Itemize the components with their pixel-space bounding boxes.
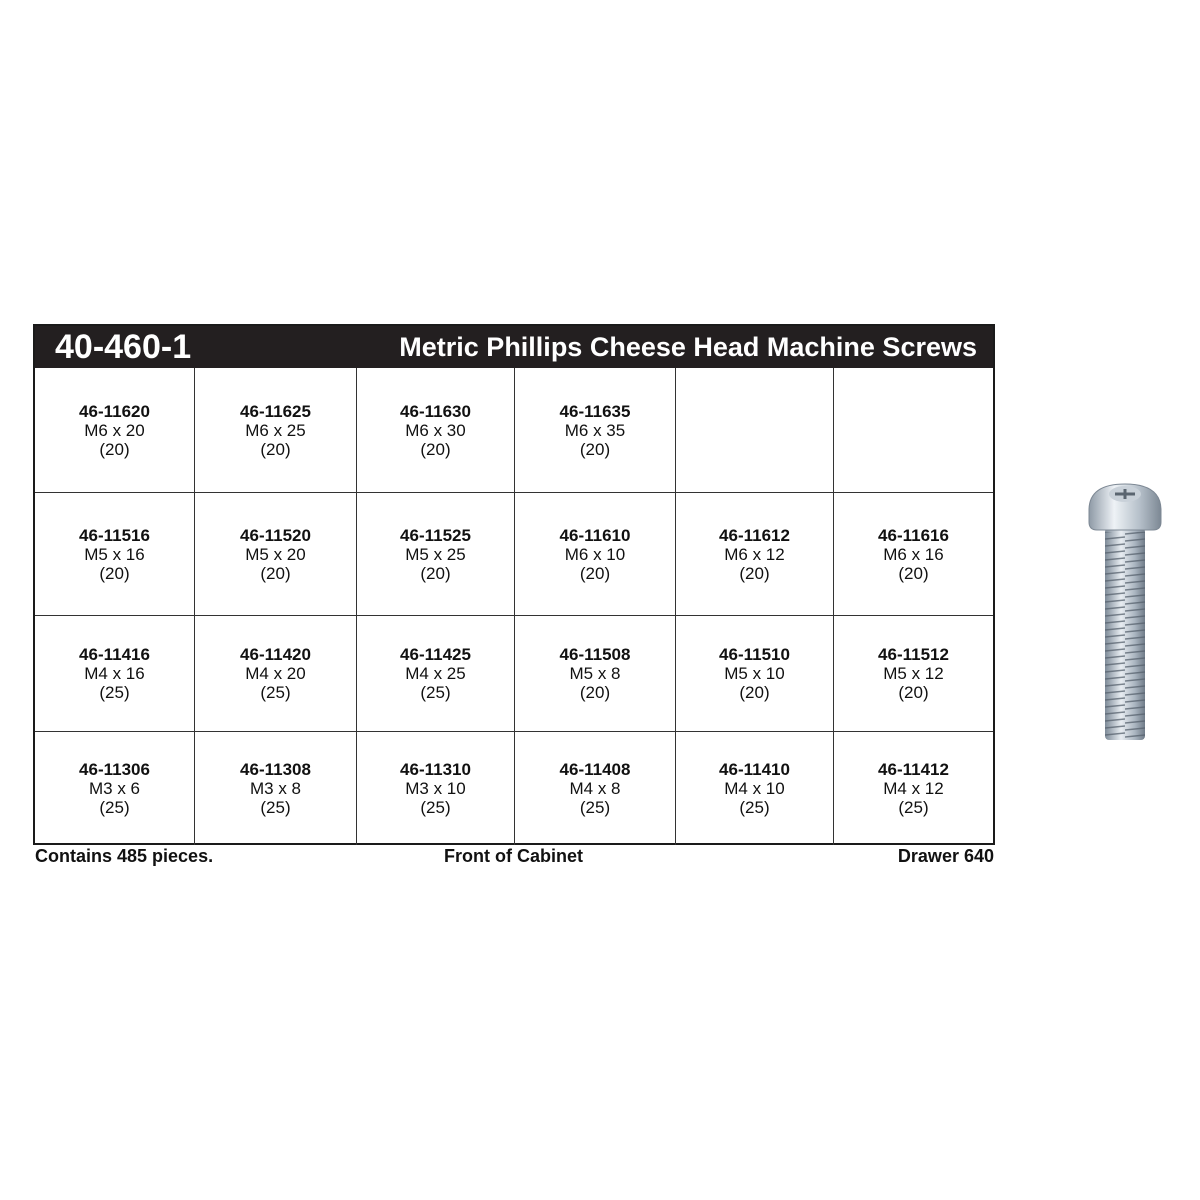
part-number: 46-11408	[559, 760, 631, 779]
compartment-cell	[356, 732, 514, 845]
compartment-cell	[833, 368, 993, 492]
compartment-cell	[514, 493, 675, 615]
screw-size: M5 x 20	[245, 544, 306, 564]
part-number: 46-11620	[79, 401, 150, 421]
part-number: 46-11410	[719, 760, 790, 779]
screw-size: M4 x 16	[84, 664, 145, 683]
compartment-cell	[514, 368, 675, 492]
part-number: 46-11310	[400, 760, 471, 779]
compartment-row	[35, 731, 993, 845]
screw-size: M6 x 10	[564, 544, 626, 564]
part-number: 46-11612	[719, 525, 790, 545]
compartment-grid	[35, 368, 993, 843]
quantity: (25)	[420, 798, 451, 817]
quantity: (20)	[898, 683, 929, 702]
compartment-cell	[356, 368, 514, 492]
quantity: (20)	[420, 439, 451, 459]
quantity: (20)	[898, 563, 929, 583]
screw-size: M6 x 30	[405, 420, 466, 440]
part-number: 46-11308	[240, 760, 311, 779]
screw-size: M3 x 6	[88, 779, 141, 798]
screw-size: M5 x 25	[405, 544, 466, 564]
drawer-chart	[33, 324, 995, 845]
part-number: 46-11520	[240, 525, 311, 545]
screw-size: M4 x 20	[245, 664, 306, 683]
quantity: (20)	[739, 683, 770, 702]
screw-size: M6 x 20	[84, 420, 145, 440]
compartment-cell	[675, 493, 833, 615]
quantity: (25)	[99, 683, 130, 702]
part-number: 46-11420	[240, 645, 311, 664]
quantity: (20)	[260, 439, 291, 459]
compartment-cell	[194, 493, 356, 615]
quantity: (25)	[739, 798, 770, 817]
piece-count: Contains 485 pieces.	[35, 846, 214, 866]
part-number: 46-11516	[79, 525, 150, 545]
compartment-cell	[833, 616, 993, 731]
part-number: 46-11416	[79, 645, 150, 664]
screw-size: M5 x 12	[883, 664, 944, 683]
quantity: (20)	[739, 563, 770, 583]
drawer-number: Drawer 640	[897, 846, 994, 866]
quantity: (20)	[579, 563, 611, 583]
quantity: (20)	[420, 563, 451, 583]
screw-size: M3 x 10	[405, 779, 466, 798]
compartment-cell	[833, 732, 993, 845]
screw-size: M6 x 35	[564, 420, 626, 440]
part-number: 46-11425	[400, 645, 471, 664]
kit-number: 40-460-1	[55, 328, 192, 366]
compartment-cell	[194, 368, 356, 492]
screw-icon	[1085, 480, 1165, 750]
compartment-cell	[514, 616, 675, 731]
part-number: 46-11610	[559, 525, 631, 545]
quantity: (20)	[579, 439, 611, 459]
screw-size: M6 x 12	[724, 544, 785, 564]
quantity: (25)	[898, 798, 929, 817]
quantity: (20)	[99, 439, 130, 459]
quantity: (25)	[260, 798, 291, 817]
screw-size: M3 x 8	[249, 779, 302, 798]
compartment-cell	[675, 732, 833, 845]
compartment-cell	[356, 616, 514, 731]
quantity: (25)	[99, 798, 130, 817]
compartment-cell	[35, 732, 194, 845]
part-number: 46-11630	[400, 401, 471, 421]
compartment-cell	[675, 616, 833, 731]
part-number: 46-11525	[400, 525, 471, 545]
quantity: (25)	[420, 683, 451, 702]
compartment-row	[35, 492, 993, 615]
part-number: 46-11306	[79, 760, 150, 779]
part-number: 46-11510	[719, 645, 790, 664]
quantity: (20)	[99, 563, 130, 583]
screw-size: M5 x 16	[84, 544, 145, 564]
screw-size: M4 x 8	[569, 779, 621, 798]
screw-size: M6 x 16	[883, 544, 944, 564]
screw-size: M5 x 8	[569, 664, 621, 683]
compartment-row	[35, 615, 993, 731]
screw-size: M4 x 10	[724, 779, 785, 798]
part-number: 46-11625	[240, 401, 311, 421]
compartment-cell	[194, 732, 356, 845]
screw-size: M5 x 10	[724, 664, 785, 683]
part-number: 46-11512	[878, 645, 949, 664]
quantity: (20)	[579, 683, 611, 702]
part-number: 46-11635	[559, 401, 631, 421]
compartment-cell	[675, 368, 833, 492]
compartment-cell	[35, 368, 194, 492]
compartment-cell	[833, 493, 993, 615]
screw-size: M4 x 25	[405, 664, 466, 683]
quantity: (20)	[260, 563, 291, 583]
quantity: (25)	[579, 798, 611, 817]
part-number: 46-11412	[878, 760, 949, 779]
chart-header	[35, 326, 993, 368]
compartment-cell	[35, 493, 194, 615]
screw-size: M4 x 12	[883, 779, 944, 798]
screw-size: M6 x 25	[245, 420, 306, 440]
compartment-row	[35, 368, 993, 492]
part-number: 46-11508	[559, 645, 631, 664]
quantity: (25)	[260, 683, 291, 702]
front-of-cabinet-label: Front of Cabinet	[444, 846, 583, 866]
compartment-cell	[356, 493, 514, 615]
compartment-cell	[194, 616, 356, 731]
part-number: 46-11616	[878, 525, 949, 545]
kit-title: Metric Phillips Cheese Head Machine Screws	[399, 332, 977, 362]
compartment-cell	[514, 732, 675, 845]
compartment-cell	[35, 616, 194, 731]
